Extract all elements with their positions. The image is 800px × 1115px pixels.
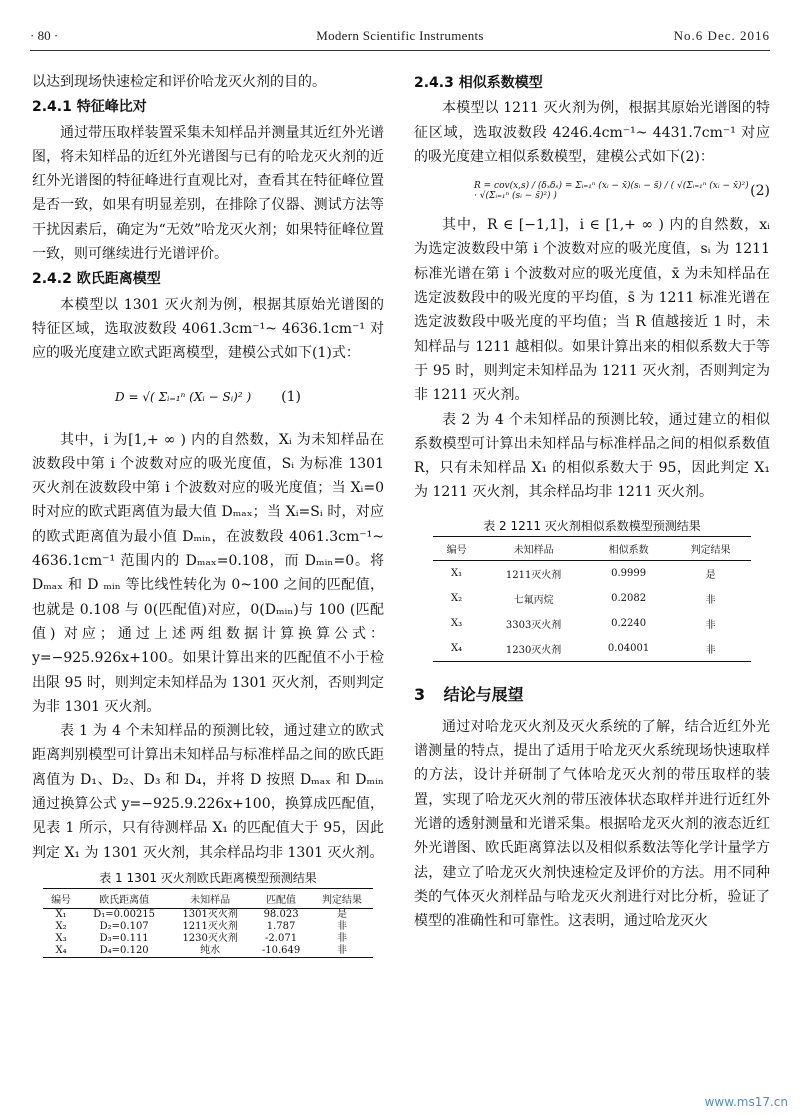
table-cell: X₂ [451,592,463,604]
equation-2 [414,169,770,213]
table-row [433,611,751,636]
table-cell: 1211灭火剂 [182,920,238,932]
running-header [30,22,770,46]
table-2-caption: 表 2 1211 灭火剂相似系数模型预测结果 [483,518,701,533]
table-cell: 非 [705,644,716,656]
table-cell: X₁ [451,567,463,579]
paragraph: 通过带压取样装置采集未知样品并测量其近红外光谱图，将未知样品的近红外光谱图与已有的哈龙灭火剂的近红外光谱图的特征峰进行直观比对，查看其在特征峰位置是否一致，如果有明显差别，在排除了仪器、测试方法等干扰因素后，确定为“无效”哈龙灭火剂；如果特征峰位置一致，则可继续进行光谱评价。 [32,124,384,263]
table-row [433,586,751,611]
table-1-caption: 表 1 1301 灭火剂欧氏距离模型预测结果 [99,870,317,885]
journal-name: Modern Scientific Instruments [316,28,484,43]
table-cell: X₄ [55,944,67,956]
table-cell: -2.071 [265,932,298,944]
table-cell: 纯水 [200,944,221,956]
section-heading: 2.4.2 欧氏距离模型 [32,271,161,288]
table-cell: X₃ [451,617,463,629]
table-cell: 0.2082 [611,592,647,604]
equation-1 [32,366,384,428]
table-1 [43,888,373,958]
equation-2-number: (2) [750,183,770,200]
left-column [32,70,384,958]
table-header-cell: 判定结果 [690,544,731,556]
section-heading: 2.4.3 相似系数模型 [414,75,543,91]
table-cell: 1211灭火剂 [505,569,562,581]
table-cell: 98.023 [263,908,299,920]
header-divider [30,50,770,51]
table-header-cell: 匹配值 [266,894,297,906]
table-cell: 0.9999 [611,567,647,579]
paragraph: 本模型以 1301 灭火剂为例，根据其原始光谱图的特征区域，选取波数段 4061.3cm⁻¹~ 4636.1cm⁻¹ 对应的吸光度建立欧式距离模型，建模公式如下(1)式： [32,296,384,362]
table-cell: 1.787 [266,920,296,932]
table-cell: D₁=0.00215 [93,908,156,920]
table-cell: 非 [705,619,716,631]
paragraph: 表 1 为 4 个未知样品的预测比较，通过建立的欧式距离判别模型可计算出未知样品与标准样品之间的欧氏距离值为 D₁、D₂、D₃ 和 D₄，并将 D 按照 Dₘₐₓ 和 Dₘᵢₙ 通过换算公式 y=−925.9.226x+100，换算成匹配值，见表 1 所示，只有待测样品 X₁ 的匹配值大于 95，因此判定 X₁ 为 1301 灭火剂，其余样品均非 1301 灭火剂。 [32,723,384,861]
table-2 [433,536,751,662]
table-cell: 0.2240 [611,617,647,629]
table-cell: 非 [337,932,347,944]
paragraph: 通过对哈龙灭火剂及灭火系统的了解，结合近红外光谱测量的特点，提出了适用于哈龙灭火系统现场快速取样的方法，设计并研制了气体哈龙灭火剂的带压取样的装置，实现了哈龙灭火剂的带压液体状态取样并进行近红外光谱的透射测量和光谱采集。根据哈龙灭火剂的液态近红外光谱图、欧氏距离算法以及相似系数法等化学计量学方法，建立了哈龙灭火剂快速检定及评价的方法。用不同种类的气体灭火剂样品与哈龙灭火剂进行对比分析，验证了模型的准确性和可靠性。这表明，通过哈龙灭火 [414,718,770,930]
table-cell: 1230灭火剂 [182,932,238,944]
right-column [414,70,770,933]
table-header-cell: 未知样品 [513,544,554,556]
table-row [43,908,373,921]
equation-2-body: R = cov(x,s) / (δₓδₛ) = Σᵢ₌₁ⁿ (xᵢ − x̄)(sᵢ − s̄) / ( √(Σᵢ₌₁ⁿ (xᵢ − x̄)²) · √(Σᵢ₌₁ⁿ (sᵢ − s̄)²) ) [474,181,749,202]
table-row [43,921,373,933]
table-header-cell: 欧氏距离值 [99,894,150,906]
table-cell: 是 [337,908,347,920]
table-header-cell: 未知样品 [190,894,231,906]
section-3-heading [414,682,770,705]
table-cell: X₁ [55,908,67,920]
table-cell: 1230灭火剂 [505,644,562,656]
table-row [433,560,751,586]
site-watermark: www.ms17.cn [704,1095,788,1109]
equation-1-number: (1) [281,388,301,405]
paragraph: 表 2 为 4 个未知样品的预测比较，通过建立的相似系数模型可计算出未知样品与标准样品之间的相似系数值 R，只有未知样品 X₁ 的相似系数大于 95，因此判定 X₁ 为 1211 灭火剂，其余样品均非 1211 灭火剂。 [414,411,770,501]
table-cell: 非 [705,594,716,606]
table-cell: 3303灭火剂 [505,619,562,631]
table-cell: 七氟丙烷 [513,594,554,606]
table-cell: 非 [337,920,347,932]
table-cell: 是 [705,569,716,581]
table-cell: X₂ [55,920,67,932]
section-3-title: 结论与展望 [443,684,524,704]
issue-info: No.6 Dec. 2016 [673,28,770,43]
table-header-cell: 编号 [51,894,72,906]
table-header-cell: 判定结果 [322,894,362,906]
paragraph: 本模型以 1211 灭火剂为例，根据其原始光谱图的特征区域，选取波数段 4246.4cm⁻¹~ 4431.7cm⁻¹ 对应的吸光度建立相似系数模型，建模公式如下(2)： [414,100,770,165]
table-header-cell: 相似系数 [608,544,649,556]
equation-1-body: D = √( Σᵢ₌₁ⁿ (Xᵢ − Sᵢ)² ) [115,389,252,404]
table-cell: X₄ [451,642,463,654]
paragraph: 以达到现场快速检定和评价哈龙灭火剂的目的。 [32,74,326,90]
section-3-number: 3 [414,684,426,704]
table-header-cell: 编号 [446,544,467,556]
table-row [43,945,373,958]
table-cell: D₃=0.111 [99,932,149,944]
table-cell: D₂=0.107 [99,920,149,932]
table-row [43,933,373,945]
paragraph: 其中，R ∈ [−1,1]，i ∈ [1,+ ∞ ) 内的自然数，xᵢ 为选定波数段中第 i 个波数对应的吸光度值，sᵢ 为 1211 标准光谱在第 i 个波数对应的吸光度值，x̄ 为未知样品在选定波数段中的吸光度的平均值，s̄ 为 1211 标准光谱在选定波数段中吸光度的平均值；当 R 值越接近 1 时，未知样品与 1211 越相似。如果计算出来的相似系数大于等于 95 时，则判定未知样品为 1211 灭火剂，否则判定为非 1211 灭火剂。 [414,217,770,404]
paragraph: 其中，i 为[1,+ ∞ ) 内的自然数，Xᵢ 为未知样品在波数段中第 i 个波数对应的吸光度值，Sᵢ 为标准 1301 灭火剂在波数段中第 i 个波数对应的吸光度值；当 Xᵢ=0 时对应的欧式距离值为最大值 Dₘₐₓ；当 Xᵢ=Sᵢ 时，对应的欧式距离值为最小值 Dₘᵢₙ，在波数段 4061.3cm⁻¹~ 4636.1cm⁻¹ 范围内的 Dₘₐₓ=0.108，而 Dₘᵢₙ=0。将 Dₘₐₓ 和 D ₘᵢₙ 等比线性转化为 0~100 之间的匹配值，也就是 0.108 与 0(匹配值)对应，0(Dₘᵢₙ)与 100 (匹配值) 对应；通过上述两组数据计算换算公式：y=−925.926x+100。如果计算出来的匹配值不小于检出限 95 时，则判定未知样品为 1301 灭火剂，否则判定为非 1301 灭火剂。 [32,431,384,715]
table-cell: D₄=0.120 [99,944,149,956]
table-cell: 0.04001 [607,642,650,654]
table-cell: 非 [337,944,347,956]
table-cell: X₃ [55,932,67,944]
page-number: · 80 · [30,28,59,43]
table-cell: 1301灭火剂 [182,908,238,920]
section-heading: 2.4.1 特征峰比对 [32,99,147,116]
table-row [433,636,751,662]
table-cell: -10.649 [261,944,301,956]
